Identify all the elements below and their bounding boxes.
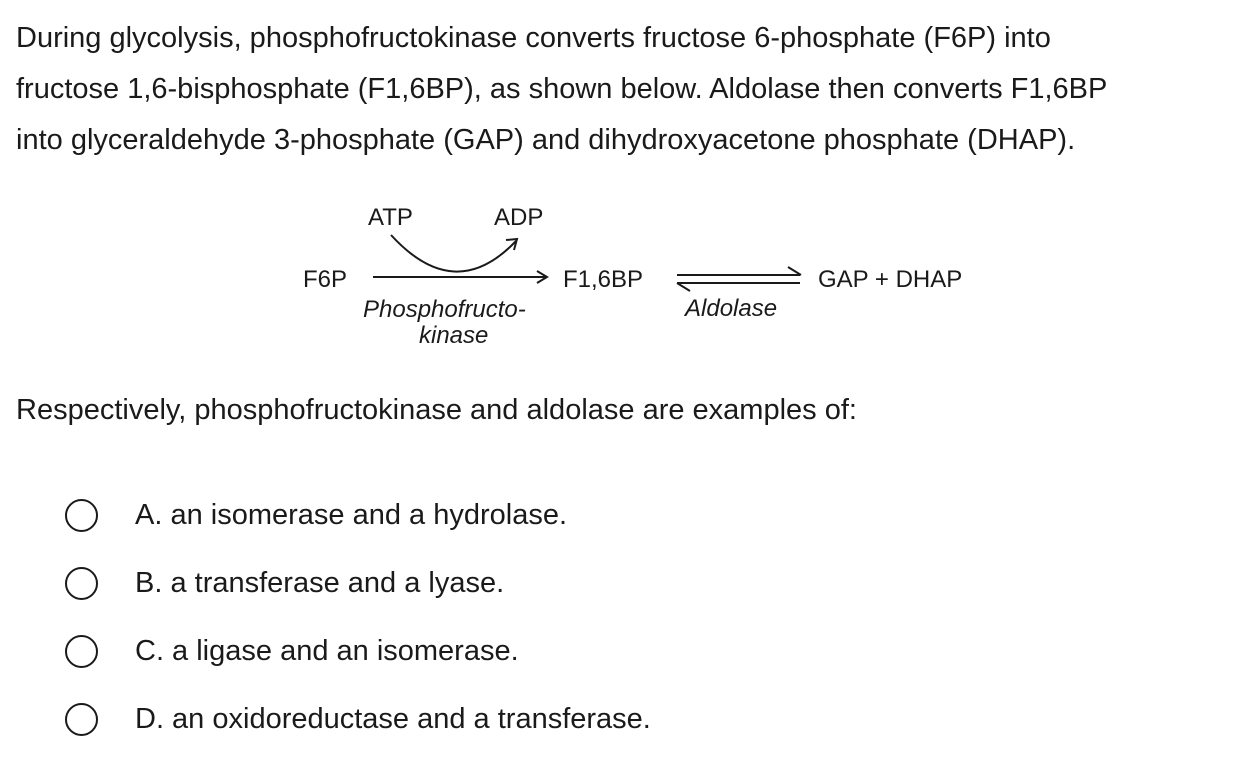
choice-c-label[interactable]: C. a ligase and an isomerase. [135, 635, 519, 667]
choice-d[interactable] [65, 685, 651, 753]
choice-a-label[interactable]: A. an isomerase and a hydrolase. [135, 499, 568, 531]
f6p-label: F6P [303, 266, 348, 293]
equilibrium-reverse-harpoon [677, 283, 690, 291]
choice-d-label[interactable]: D. an oxidoreductase and a transferase. [135, 703, 651, 735]
choice-a[interactable] [65, 481, 651, 549]
stem-line-3: into glyceraldehyde 3-phosphate (GAP) and dihydroxyacetone phosphate (DHAP). [16, 124, 1076, 156]
radio-button-a[interactable] [65, 499, 98, 532]
aldolase-label: Aldolase [685, 295, 778, 322]
forward-arrowhead [537, 271, 547, 283]
answer-choices [65, 481, 651, 753]
atp-label: ATP [368, 204, 413, 231]
radio-button-b[interactable] [65, 567, 98, 600]
cofactor-arrowhead [506, 239, 517, 250]
radio-button-c[interactable] [65, 635, 98, 668]
choice-c[interactable] [65, 617, 651, 685]
stem-line-1: During glycolysis, phosphofructokinase converts fructose 6-phosphate (F6P) into [16, 22, 1051, 54]
radio-button-d[interactable] [65, 703, 98, 736]
stem-line-2: fructose 1,6-bisphosphate (F1,6BP), as shown below. Aldolase then converts F1,6BP [16, 73, 1108, 105]
choice-b-label[interactable]: B. a transferase and a lyase. [135, 567, 505, 599]
phosphofructokinase-label-line-1: Phosphofructo- [363, 296, 526, 323]
phosphofructokinase-label-line-2: kinase [419, 322, 489, 349]
question-stem [16, 13, 1241, 166]
cofactor-curve-arrow [391, 235, 516, 272]
f16bp-label: F1,6BP [563, 266, 644, 293]
question-prompt: Respectively, phosphofructokinase and aldolase are examples of: [16, 394, 857, 426]
choice-b[interactable] [65, 549, 651, 617]
equilibrium-forward-harpoon [788, 267, 801, 275]
products-label: GAP + DHAP [818, 266, 963, 293]
adp-label: ADP [494, 204, 544, 231]
